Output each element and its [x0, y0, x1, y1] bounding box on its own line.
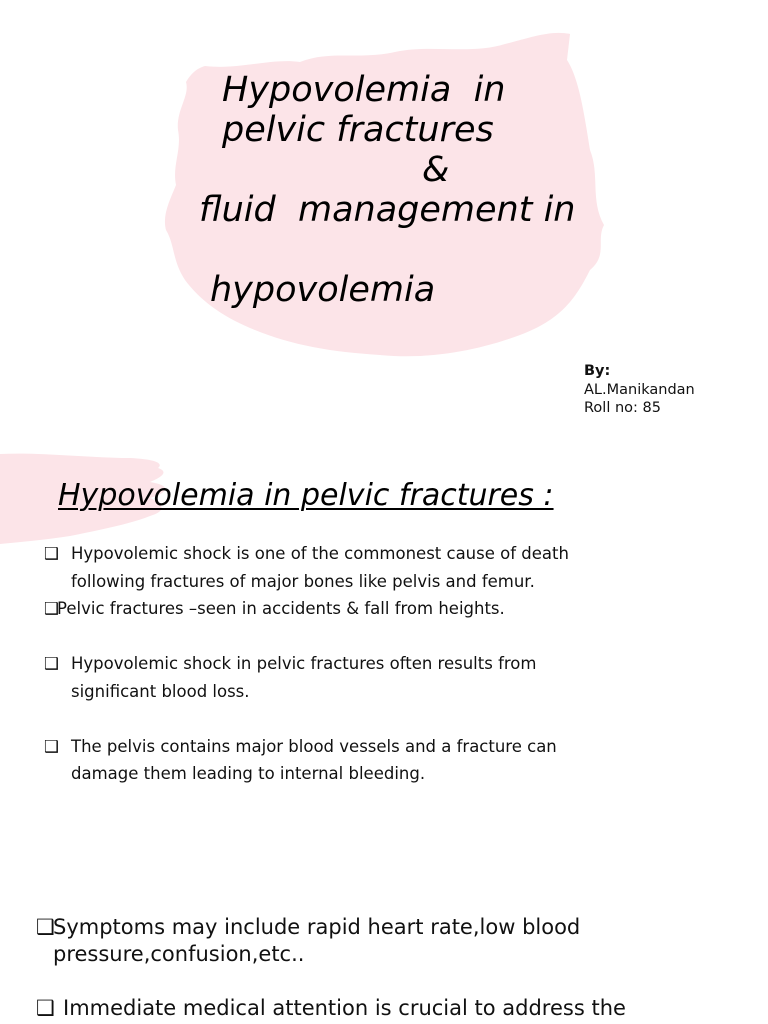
bullet-text: Symptoms may include rapid heart rate,low blood pressure,confusion,etc.. [53, 915, 581, 966]
title-line-4: fluid management in [199, 190, 576, 230]
title-line-5: hypovolemia [210, 270, 436, 310]
checkbox-bullet-icon: ❑ [36, 996, 55, 1020]
pelvic-bullets [44, 540, 584, 788]
bullet-text: Hypovolemic shock in pelvic fractures often results from significant blood loss. [71, 654, 537, 701]
title-slide [0, 0, 768, 440]
bullet-text: Hypovolemic shock is one of the commonest cause of death following fractures of major bones like pelvis and femur. [71, 544, 569, 591]
roll-number: Roll no: 85 [584, 400, 661, 416]
checkbox-bullet-icon: ❑ [44, 736, 59, 756]
checkbox-bullet-icon: ❑ [44, 599, 59, 618]
attention-bullets [36, 995, 736, 1022]
checkbox-bullet-icon: ❑ [44, 654, 59, 673]
bullet-item [36, 914, 736, 968]
author-name: AL.Manikandan [584, 381, 695, 398]
title-line-2: pelvic fractures [222, 110, 494, 150]
bullet-item [44, 733, 584, 788]
bullet-item [36, 995, 736, 1022]
bullet-item [44, 540, 584, 595]
title-line-1: Hypovolemia in [222, 70, 506, 110]
bullet-text: Immediate medical attention is crucial to address the [63, 996, 626, 1020]
checkbox-bullet-icon: ❑ [44, 544, 59, 563]
title-line-3: & [422, 150, 450, 190]
checkbox-bullet-icon: ❑ [36, 915, 55, 939]
author-byline [584, 362, 695, 418]
symptom-bullets [36, 914, 736, 968]
bullet-text: The pelvis contains major blood vessels and a fracture can damage them leading to internal bleeding. [71, 736, 557, 783]
bullet-item [44, 595, 584, 623]
content-slide [0, 440, 768, 1024]
bullet-text: Pelvic fractures –seen in accidents & fall from heights. [57, 599, 505, 618]
bullet-item [44, 650, 584, 705]
byline-label: By: [584, 363, 611, 379]
section-heading: Hypovolemia in pelvic fractures : [58, 478, 554, 513]
